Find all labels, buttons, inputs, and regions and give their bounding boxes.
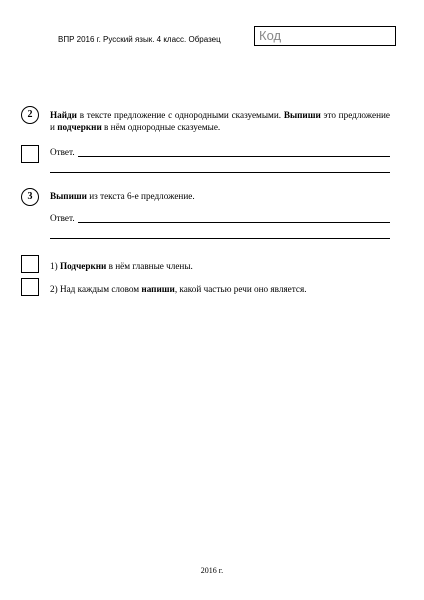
task-2-instruction [50, 109, 390, 133]
task-2-score-box [21, 145, 39, 163]
task-3-sub2-instruction [50, 283, 307, 295]
task-3-answer-label: Ответ. [50, 213, 75, 223]
task-2-number: 2 [21, 106, 39, 124]
task-2-text-2: это предложение и [50, 110, 390, 132]
task-3-number: 3 [21, 188, 39, 206]
task-3-sub1-rest: в нём главные члены. [106, 261, 193, 271]
task-3-text-1: из текста 6-е предложение. [86, 191, 195, 201]
task-2-verb-write: Выпиши [283, 110, 321, 120]
task-3-sub2-rest: , какой частью речи оно является. [174, 284, 307, 294]
task-2-verb-underline: подчеркни [57, 122, 102, 132]
task-3-sub2-score-box [21, 278, 39, 296]
page-header-title: ВПР 2016 г. Русский язык. 4 класс. Образец [58, 35, 221, 44]
task-2-answer-label: Ответ. [50, 147, 75, 157]
task-2-verb-find: Найди [50, 110, 77, 120]
task-3-sub1-score-box [21, 255, 39, 273]
code-field[interactable]: Код [254, 26, 396, 46]
task-2-text-1: в тексте предложение с однородными сказуемыми. [76, 110, 284, 120]
task-3-sub1-verb-underline: Подчеркни [59, 261, 107, 271]
task-3-sub2-prefix: 2) Над каждым словом [50, 284, 142, 294]
task-3-answer-line-2[interactable] [50, 238, 390, 239]
task-3-instruction [50, 190, 195, 202]
task-3-verb-write: Выпиши [50, 191, 87, 201]
task-2-answer-line-1[interactable] [78, 156, 390, 157]
task-3-sub2-verb-write: напиши [141, 284, 175, 294]
page-footer-year: 2016 г. [200, 566, 224, 575]
task-2-text-3: в нём однородные сказуемые. [101, 122, 221, 132]
task-3-answer-line-1[interactable] [78, 222, 390, 223]
task-3-sub1-prefix: 1) [50, 261, 60, 271]
task-3-sub1-instruction [50, 260, 193, 272]
task-2-answer-line-2[interactable] [50, 172, 390, 173]
